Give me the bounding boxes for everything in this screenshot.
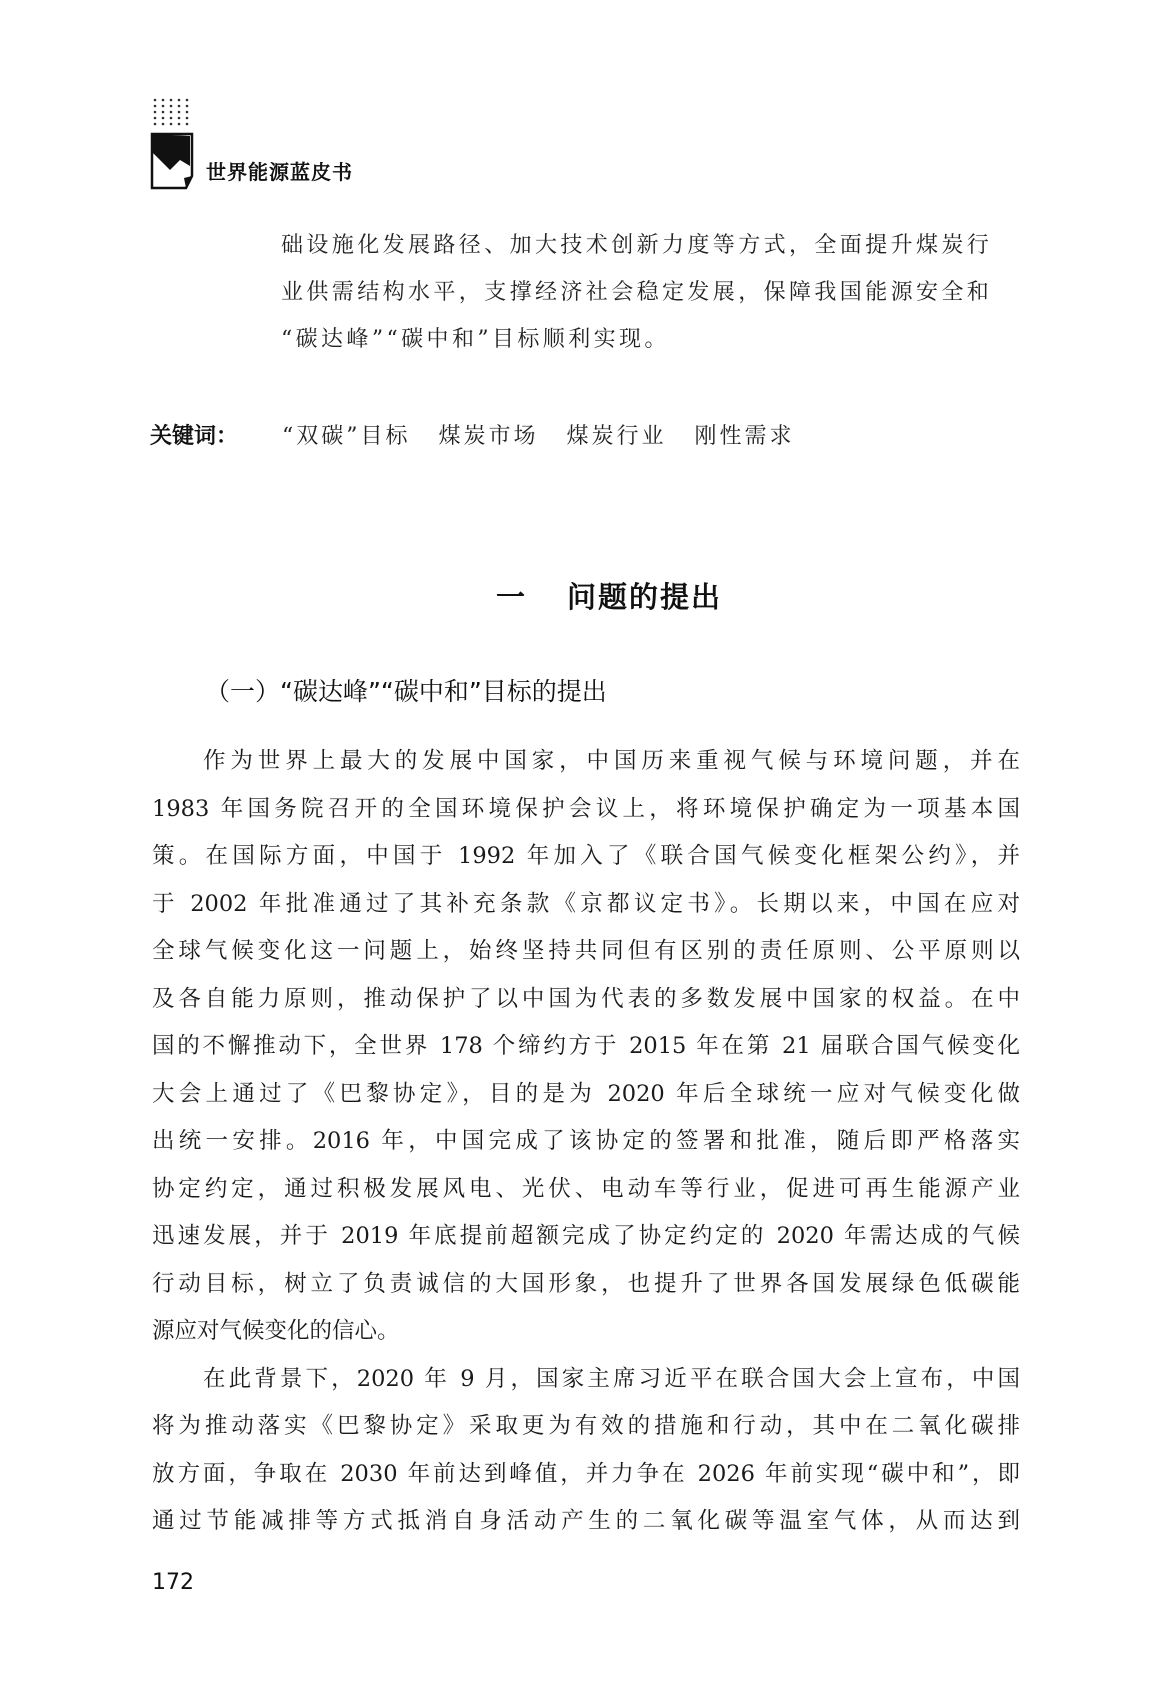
text-line: 大会上通过了《巴黎协定》，目的是为 2020 年后全球统一应对气候变化做 bbox=[152, 1080, 1020, 1107]
text-line: 通过节能减排等方式抵消自身活动产生的二氧化碳等温室气体，从而达到 bbox=[152, 1508, 1020, 1534]
text-line: 源应对气候变化的信心。 bbox=[152, 1318, 400, 1344]
subsection-heading: （一）“碳达峰”“碳中和”目标的提出 bbox=[205, 677, 607, 706]
text-line: 出统一安排。2016 年，中国完成了该协定的签署和批准，随后即严格落实 bbox=[152, 1128, 1020, 1154]
book-corner-logo-icon bbox=[150, 96, 196, 192]
text-line: 迅速发展，并于 2019 年底提前超额完成了协定约定的 2020 年需达成的气候 bbox=[152, 1223, 1020, 1249]
abstract-line: 业供需结构水平，支撑经济社会稳定发展，保障我国能源安全和 bbox=[281, 280, 993, 305]
text-line: 放方面，争取在 2030 年前达到峰值，并力争在 2026 年前实现“碳中和”，即 bbox=[152, 1460, 1020, 1487]
text-line: 及各自能力原则，推动保护了以中国为代表的多数发展中国家的权益。在中 bbox=[152, 985, 1020, 1012]
text-line: 于 2002 年批准通过了其补充条款《京都议定书》。长期以来，中国在应对 bbox=[152, 890, 1020, 917]
keyword: “双碳”目标 bbox=[282, 423, 411, 449]
running-title: 世界能源蓝皮书 bbox=[206, 160, 353, 184]
keyword: 刚性需求 bbox=[694, 423, 795, 449]
abstract-line: “碳达峰”“碳中和”目标顺利实现。 bbox=[281, 327, 670, 352]
section-heading bbox=[0, 575, 1166, 616]
page-number: 172 bbox=[152, 1570, 194, 1595]
text-line: 策。在国际方面，中国于 1992 年加入了《联合国气候变化框架公约》，并 bbox=[152, 843, 1020, 869]
text-line: 作为世界上最大的发展中国家，中国历来重视气候与环境问题，并在 bbox=[203, 748, 1020, 774]
keywords-label: 关键词： bbox=[150, 423, 239, 449]
text-line: 行动目标，树立了负责诚信的大国形象，也提升了世界各国发展绿色低碳能 bbox=[152, 1270, 1020, 1297]
abstract-continuation bbox=[281, 222, 1021, 363]
section-number: 一 bbox=[495, 580, 527, 614]
section-title: 问题的提出 bbox=[567, 580, 723, 614]
keywords-row bbox=[150, 414, 823, 454]
text-line: 协定约定，通过积极发展风电、光伏、电动车等行业，促进可再生能源产业 bbox=[152, 1175, 1020, 1202]
text-line: 国的不懈推动下，全世界 178 个缔约方于 2015 年在第 21 届联合国气候变化 bbox=[152, 1033, 1020, 1059]
text-line: 全球气候变化这一问题上，始终坚持共同但有区别的责任原则、公平原则以 bbox=[152, 938, 1020, 964]
abstract-line: 础设施化发展路径、加大技术创新力度等方式，全面提升煤炭行 bbox=[281, 233, 993, 258]
body-text bbox=[152, 738, 1020, 1546]
text-line: 1983 年国务院召开的全国环境保护会议上，将环境保护确定为一项基本国 bbox=[152, 795, 1020, 822]
keyword: 煤炭行业 bbox=[566, 423, 667, 449]
text-line: 将为推动落实《巴黎协定》采取更为有效的措施和行动，其中在二氧化碳排 bbox=[152, 1413, 1020, 1439]
keyword: 煤炭市场 bbox=[438, 423, 539, 449]
text-line: 在此背景下，2020 年 9 月，国家主席习近平在联合国大会上宣布，中国 bbox=[203, 1365, 1020, 1392]
